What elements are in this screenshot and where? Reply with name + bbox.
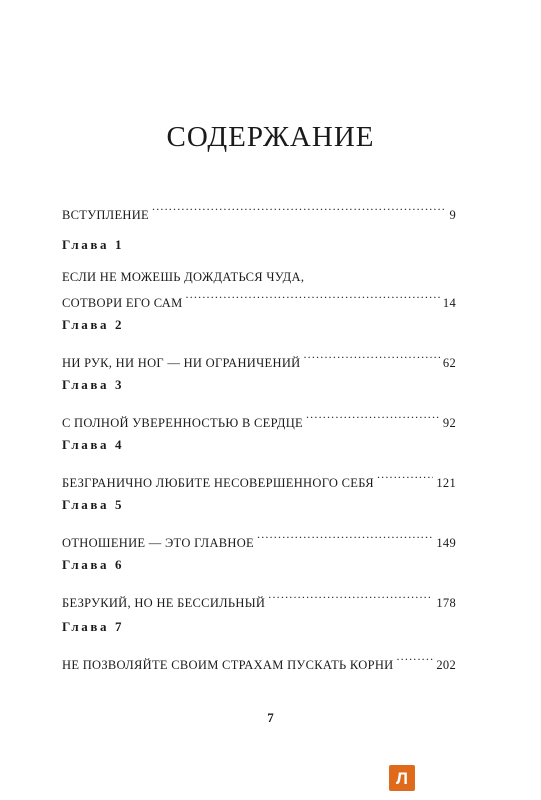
toc-entry-intro [62, 199, 456, 225]
chapter-label: Глава 7 [62, 619, 125, 634]
dot-leader [303, 347, 439, 367]
toc-entry-page: 149 [436, 536, 456, 550]
toc-entry-title-line: СОТВОРИ ЕГО САМ [62, 296, 183, 310]
dot-leader [306, 407, 440, 427]
dot-leader [186, 287, 440, 307]
chapter-label: Глава 4 [62, 437, 125, 452]
toc-chapter-6 [62, 555, 456, 613]
chapter-label: Глава 1 [62, 237, 125, 252]
toc-chapter-5 [62, 495, 456, 553]
dot-leader [257, 527, 433, 547]
toc-entry-page: 14 [442, 296, 456, 310]
dot-leader [152, 199, 446, 219]
dot-leader [377, 467, 433, 487]
toc-entry-title: БЕЗГРАНИЧНО ЛЮБИТЕ НЕСОВЕРШЕННОГО СЕБЯ [62, 476, 374, 490]
page-number: 7 [267, 710, 274, 725]
toc-entry-page: 62 [442, 356, 456, 370]
dot-leader [268, 587, 433, 607]
toc-entry-title: ОТНОШЕНИЕ — ЭТО ГЛАВНОЕ [62, 536, 254, 550]
toc-chapter-2 [62, 315, 456, 373]
page-title: СОДЕРЖАНИЕ [166, 121, 375, 153]
chapter-label: Глава 2 [62, 317, 125, 332]
toc-entry-title: НЕ ПОЗВОЛЯЙТЕ СВОИМ СТРАХАМ ПУСКАТЬ КОРНИ [62, 658, 394, 672]
toc-entry-title: С ПОЛНОЙ УВЕРЕННОСТЬЮ В СЕРДЦЕ [62, 416, 303, 430]
toc-chapter-3 [62, 375, 456, 433]
toc-entry-page: 9 [449, 208, 456, 222]
logo-glyph: Л [396, 768, 408, 788]
chapter-label: Глава 5 [62, 497, 125, 512]
publisher-logo-icon [389, 765, 415, 791]
toc-entry-page: 121 [436, 476, 456, 490]
toc-entry-title: НИ РУК, НИ НОГ — НИ ОГРАНИЧЕНИЙ [62, 356, 301, 370]
toc-entry-page: 92 [442, 416, 456, 430]
toc-entry-title-line: ЕСЛИ НЕ МОЖЕШЬ ДОЖДАТЬСЯ ЧУДА, [62, 270, 305, 284]
toc-entry-title: ВСТУПЛЕНИЕ [62, 208, 149, 222]
chapter-label: Глава 3 [62, 377, 125, 392]
toc-chapter-7 [62, 617, 456, 675]
chapter-label: Глава 6 [62, 557, 125, 572]
toc-entry-page: 178 [436, 596, 456, 610]
dot-leader [396, 649, 433, 669]
toc-entry-title: БЕЗРУКИЙ, НО НЕ БЕССИЛЬНЫЙ [62, 596, 266, 610]
toc-chapter-4 [62, 435, 456, 493]
toc-entry-page: 202 [436, 658, 456, 672]
toc-chapter-1 [62, 235, 456, 313]
